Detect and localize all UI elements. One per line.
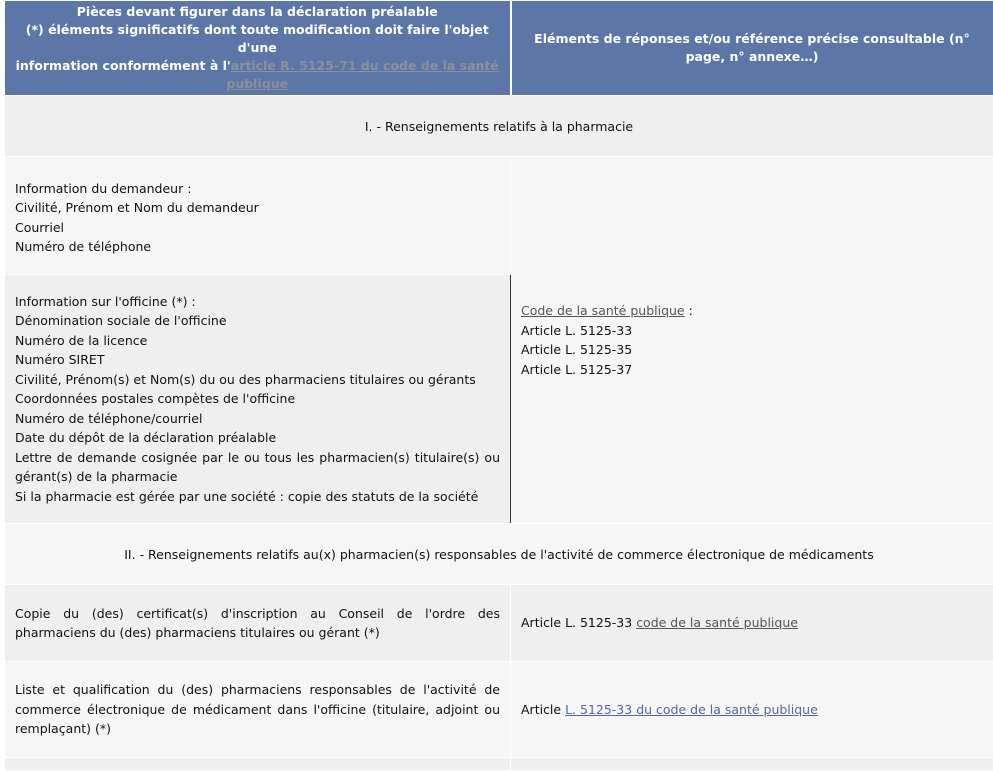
section-2-title: II. - Renseignements relatifs au(x) pharmacien(s) responsables de l'activité de commerce électronique de médicaments [5,524,993,585]
liste-reference-cell: Article L. 5125-33 du code de la santé publique [511,662,993,758]
section-1-row [5,96,993,157]
info-demandeur-cell: Information du demandeur : Civilité, Prénom et Nom du demandeur Courriel Numéro de téléphone [5,157,511,275]
declaration-table [4,0,993,771]
table-row-partial [5,758,993,771]
article-r5125-71-link[interactable]: article R. 5125-71 du code de la santé publique [226,58,499,91]
article-l5125-33-link[interactable]: L. 5125-33 du code de la santé publique [565,702,818,717]
table-header-row [5,1,993,96]
section-2-row [5,524,993,585]
table-row [5,157,993,275]
copie-reference-cell: Article L. 5125-33 code de la santé publique [511,585,993,662]
liste-pharmaciens-cell: Liste et qualification du (des) pharmaciens responsables de l'activité de commerce électronique de médicament dans l'officine (titulaire, adjoint ou remplaçant) (*) [5,662,511,758]
table-row [5,662,993,758]
header-pieces: Pièces devant figurer dans la déclaration préalable (*) éléments significatifs dont toute modification doit faire l'objet d'une information conformément à l'article R. 5125-71 du code de la santé publique [5,1,511,96]
header-elements: Eléments de réponses et/ou référence précise consultable (n° page, n° annexe…) [511,1,993,96]
code-sante-publique-link[interactable]: Code de la santé publique [521,303,685,318]
copie-certificat-cell: Copie du (des) certificat(s) d'inscription au Conseil de l'ordre des pharmaciens du (des) pharmaciens titulaires ou gérant (*) [5,585,511,662]
reference-cell-pharmacie: Code de la santé publique : Article L. 5125-33 Article L. 5125-35 Article L. 5125-37 [511,157,993,524]
info-officine-cell: Information sur l'officine (*) : Dénomination sociale de l'officine Numéro de la licence Numéro SIRET Civilité, Prénom(s) et Nom(s) du ou des pharmaciens titulaires ou gérants Coordonnées postales compètes de l'officine Numéro de téléphone/courriel Date du dépôt de la déclaration préalable Lettre de demande cosignée par le ou tous les pharmacien(s) titulaire(s) ou gérant(s) de la pharmacie Si la pharmacie est gérée par une société : copie des statuts de la société [5,275,511,524]
code-sante-publique-link[interactable]: code de la santé publique [636,615,798,630]
section-1-title: I. - Renseignements relatifs à la pharmacie [5,96,993,157]
table-row [5,585,993,662]
